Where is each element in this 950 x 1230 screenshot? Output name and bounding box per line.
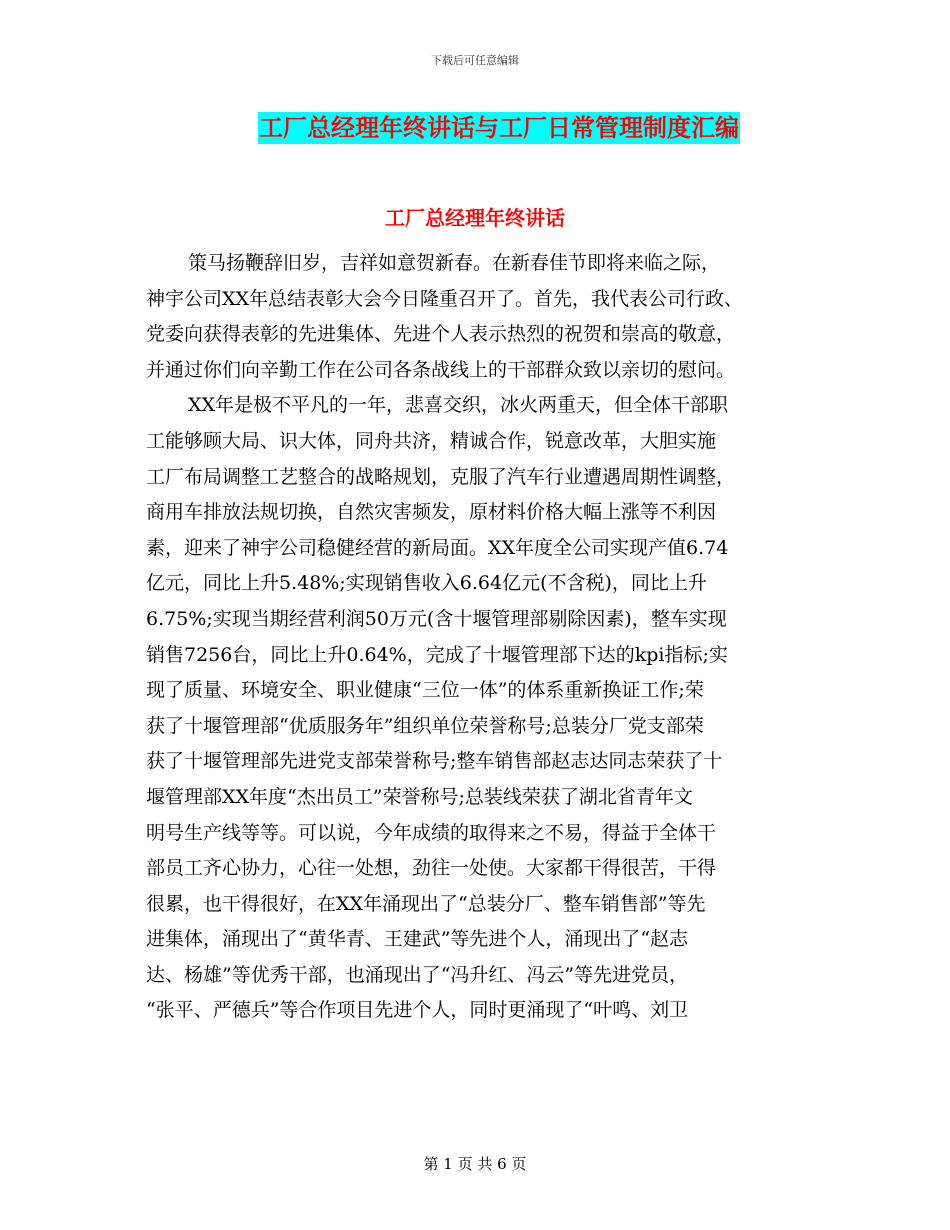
paragraph-line: 工厂布局调整工艺整合的战略规划，克服了汽车行业遭遇周期性调整， <box>146 465 736 488</box>
document-title: 工厂总经理年终讲话与工厂日常管理制度汇编 <box>259 113 739 142</box>
paragraph-line: 堰管理部XX年度“杰出员工”荣誉称号;总装线荣获了湖北省青年文 <box>146 785 693 808</box>
page-footer: 第 1 页 共 6 页 <box>423 1155 527 1173</box>
paragraph-line: 进集体，涌现出了“黄华青、王建武”等先进个人，涌现出了“赵志 <box>146 928 689 951</box>
section-title: 工厂总经理年终讲话 <box>385 206 565 230</box>
paragraph-line: 亿元，同比上升5.48%;实现销售收入6.64亿元(不含税)，同比上升 <box>146 572 707 595</box>
paragraph-line: 并通过你们向辛勤工作在公司各条战线上的干部群众致以亲切的慰问。 <box>146 358 736 381</box>
body-text <box>146 246 806 1029</box>
paragraph-line: 6.75%;实现当期经营利润50万元(含十堰管理部剔除因素)，整车实现 <box>146 607 727 630</box>
paragraph-line: 现了质量、环境安全、职业健康“三位一体”的体系重新换证工作;荣 <box>146 679 704 702</box>
paragraph-line: 党委向获得表彰的先进集体、先进个人表示热烈的祝贺和崇高的敬意， <box>146 323 736 346</box>
paragraph-line: 达、杨雄”等优秀干部，也涌现出了“冯升红、冯云”等先进党员， <box>146 963 689 986</box>
paragraph-line: 工能够顾大局、识大体，同舟共济，精诚合作，锐意改革，大胆实施 <box>146 429 717 452</box>
paragraph-line: 神宇公司XX年总结表彰大会今日隆重召开了。首先，我代表公司行政、 <box>146 287 744 310</box>
paragraph-line: 明号生产线等等。可以说，今年成绩的取得来之不易，得益于全体干 <box>146 821 717 844</box>
paragraph-line: 获了十堰管理部“优质服务年”组织单位荣誉称号;总装分厂党支部荣 <box>146 714 704 737</box>
paragraph-line: 获了十堰管理部先进党支部荣誉称号;整车销售部赵志达同志荣获了十 <box>146 750 723 773</box>
paragraph-line: 部员工齐心协力，心往一处想，劲往一处使。大家都干得很苦，干得 <box>146 857 717 880</box>
paragraph-line: 销售7256台，同比上升0.64%，完成了十堰管理部下达的kpi指标;实 <box>146 643 728 666</box>
paragraph-line: 商用车排放法规切换，自然灾害频发，原材料价格大幅上涨等不利因 <box>146 501 717 524</box>
paragraph-line: XX年是极不平凡的一年，悲喜交织，冰火两重天，但全体干部职 <box>188 394 729 417</box>
paragraph-line: 素，迎来了神宇公司稳健经营的新局面。XX年度全公司实现产值6.74 <box>146 536 729 559</box>
paragraph-line: 策马扬鞭辞旧岁，吉祥如意贺新春。在新春佳节即将来临之际， <box>188 252 721 274</box>
paragraph-line: “张平、严德兵”等合作项目先进个人，同时更涌现了“叶鸣、刘卫 <box>146 999 689 1022</box>
paragraph-line: 很累，也干得很好，在XX年涌现出了“总装分厂、整车销售部”等先 <box>146 892 706 915</box>
header-note: 下载后可任意编辑 <box>431 54 519 67</box>
document-title-wrapper <box>0 112 950 144</box>
